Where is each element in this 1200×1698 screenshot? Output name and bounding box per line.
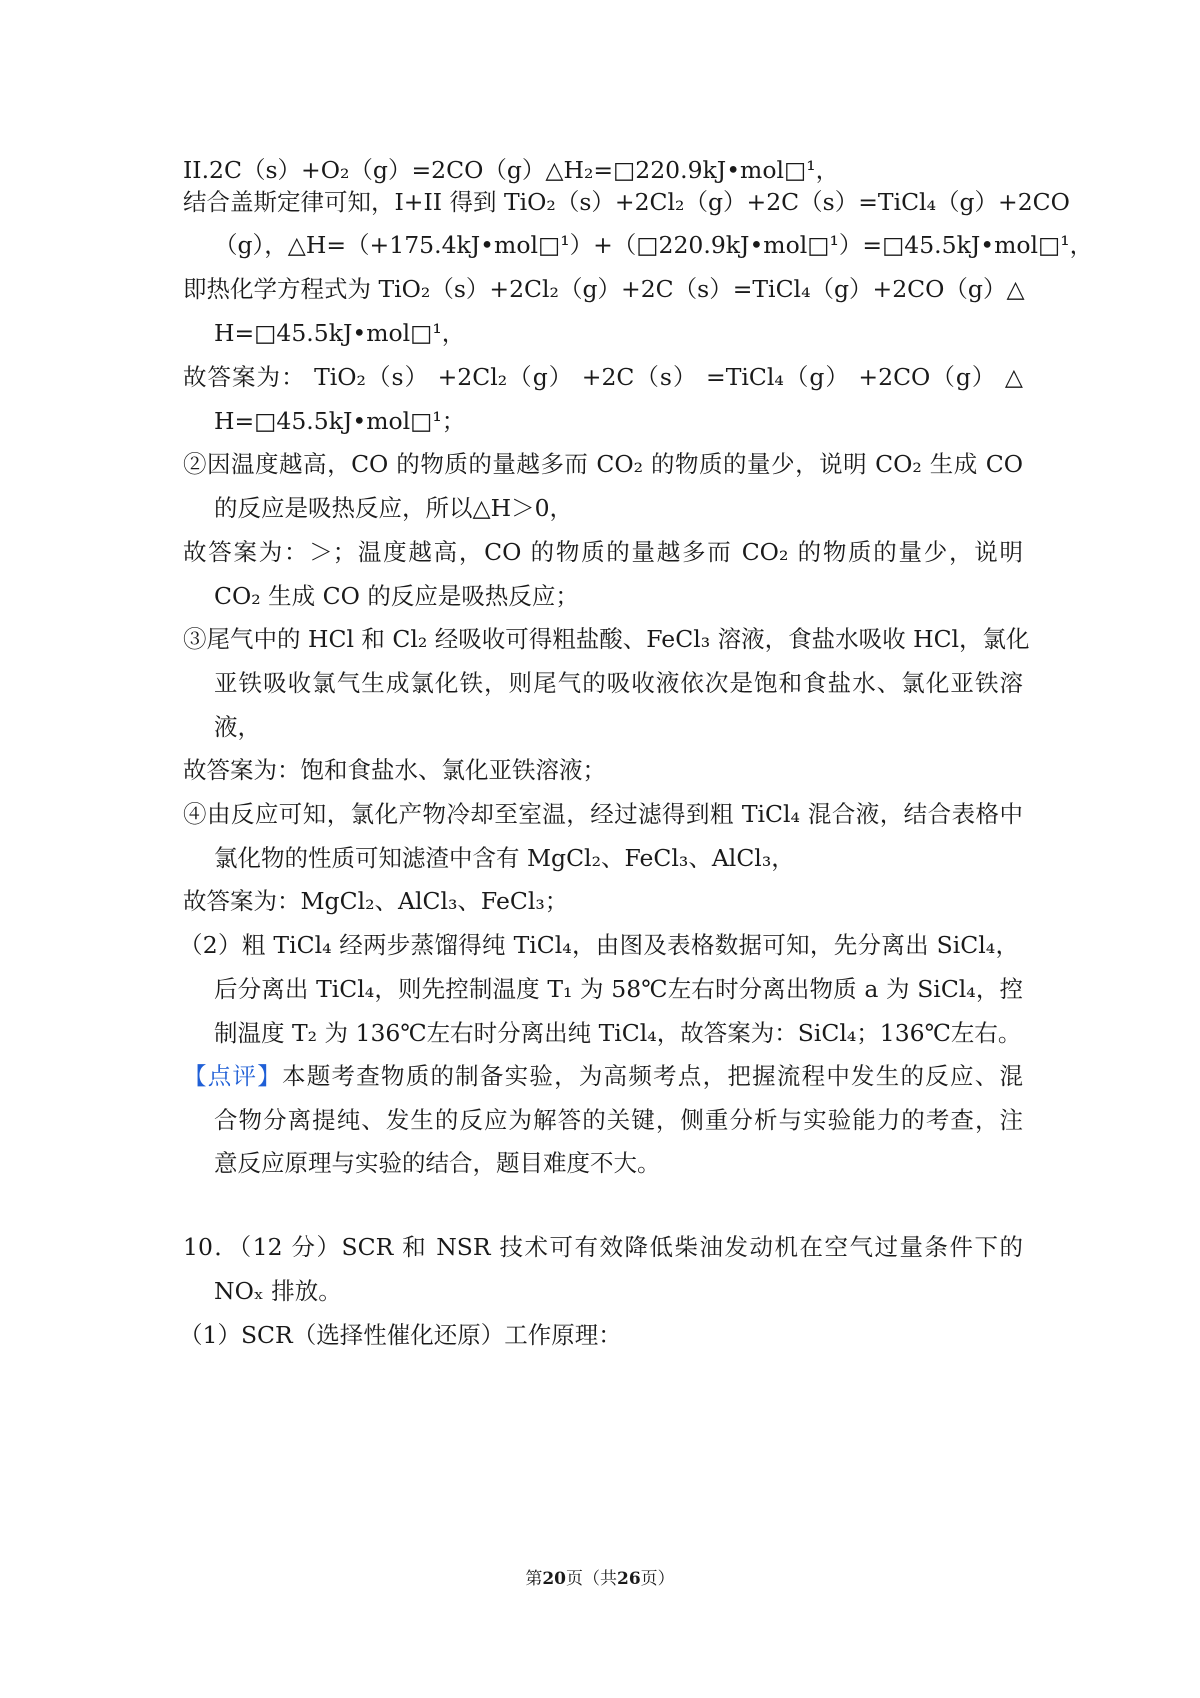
- footer-prefix: 第: [525, 1569, 543, 1589]
- text-line: （2）粗 TiCl₄ 经两步蒸馏得纯 TiCl₄，由图及表格数据可知，先分离出 SiCl₄，: [179, 931, 1019, 959]
- text-line: 故答案为： TiO₂（s） +2Cl₂（g） +2C（s） =TiCl₄（g） +2CO（g） △: [183, 363, 1023, 391]
- comment-label: 【点评】: [183, 1062, 282, 1090]
- text-line: 液，: [214, 713, 261, 741]
- text-line: CO₂ 生成 CO 的反应是吸热反应；: [214, 582, 579, 610]
- text-line: ③尾气中的 HCl 和 Cl₂ 经吸收可得粗盐酸、FeCl₃ 溶液，食盐水吸收 HCl，氯化: [183, 625, 1030, 653]
- text-line: ④由反应可知，氯化产物冷却至室温，经过滤得到粗 TiCl₄ 混合液，结合表格中: [183, 800, 1023, 828]
- footer-page-number: 20: [542, 1569, 566, 1589]
- text-line: （g），△H=（+175.4kJ•mol□¹）+（□220.9kJ•mol□¹）=□45.5kJ•mol□¹，: [214, 231, 1094, 259]
- comment-text: 本题考查物质的制备实验，为高频考点，把握流程中发生的反应、混: [281, 1062, 1024, 1090]
- text-line: 亚铁吸收氯气生成氯化铁，则尾气的吸收液依次是饱和食盐水、氯化亚铁溶: [214, 669, 1023, 697]
- text-line: 故答案为：饱和食盐水、氯化亚铁溶液；: [183, 756, 606, 784]
- text-line: 制温度 T₂ 为 136℃左右时分离出纯 TiCl₄，故答案为：SiCl₄；136℃左右。: [214, 1019, 1022, 1047]
- comment-line: [183, 1052, 1023, 1100]
- text-line: 氯化物的性质可知滤渣中含有 MgCl₂、FeCl₃、AlCl₃，: [214, 844, 795, 872]
- text-line: 即热化学方程式为 TiO₂（s）+2Cl₂（g）+2C（s）=TiCl₄（g）+2CO（g）△: [183, 275, 1025, 303]
- page-footer: [0, 1566, 1200, 1592]
- text-line: ②因温度越高，CO 的物质的量越多而 CO₂ 的物质的量少，说明 CO₂ 生成 CO: [183, 450, 1023, 478]
- text-line: H=□45.5kJ•mol□¹；: [214, 407, 466, 435]
- footer-total-pages: 26: [617, 1569, 641, 1589]
- footer-suffix: 页）: [640, 1569, 675, 1589]
- text-line: 结合盖斯定律可知，I+II 得到 TiO₂（s）+2Cl₂（g）+2C（s）=TiCl₄（g）+2CO: [183, 188, 1070, 216]
- footer-middle: 页（共: [566, 1569, 617, 1589]
- text-line: （1）SCR（选择性催化还原）工作原理：: [179, 1321, 622, 1349]
- text-line: 意反应原理与实验的结合，题目难度不大。: [214, 1149, 661, 1177]
- text-line: 合物分离提纯、发生的反应为解答的关键，侧重分析与实验能力的考查，注: [214, 1106, 1023, 1134]
- text-line: 的反应是吸热反应，所以△H＞0，: [214, 494, 574, 522]
- text-line: 故答案为：MgCl₂、AlCl₃、FeCl₃；: [183, 887, 569, 915]
- question-title: 10．（12 分）SCR 和 NSR 技术可有效降低柴油发动机在空气过量条件下的: [183, 1233, 1023, 1261]
- text-line: NOₓ 排放。: [214, 1277, 342, 1305]
- text-line: 故答案为：＞；温度越高，CO 的物质的量越多而 CO₂ 的物质的量少，说明: [183, 538, 1023, 566]
- text-line: II.2C（s）+O₂（g）=2CO（g）△H₂=□220.9kJ•mol□¹，: [183, 156, 840, 184]
- text-line: H=□45.5kJ•mol□¹，: [214, 319, 466, 347]
- text-line: 后分离出 TiCl₄，则先控制温度 T₁ 为 58℃左右时分离出物质 a 为 SiCl₄，控: [214, 975, 1023, 1003]
